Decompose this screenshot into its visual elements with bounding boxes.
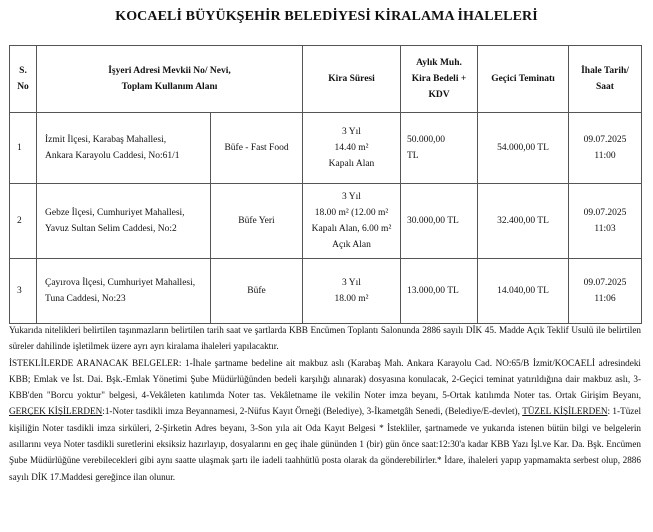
row-rent: 50.000,00 TL xyxy=(401,113,478,184)
header-term: Kira Süresi xyxy=(303,46,401,113)
table-row xyxy=(10,113,642,184)
requirements-heading: İSTEKLİLERDE ARANACAK BELGELER xyxy=(9,357,179,368)
row-number: 2 xyxy=(10,184,37,259)
requirements-paragraph xyxy=(9,355,641,485)
row-rent: 30.000,00 TL xyxy=(401,184,478,259)
row-type: Büfe - Fast Food xyxy=(211,113,303,184)
table-header-row xyxy=(10,46,642,113)
row-deposit: 14.040,00 TL xyxy=(478,259,569,324)
header-deposit: Geçici Teminatı xyxy=(478,46,569,113)
page-title: KOCAELİ BÜYÜKŞEHİR BELEDİYESİ KİRALAMA İHALELERİ xyxy=(115,9,538,24)
row-rent: 13.000,00 TL xyxy=(401,259,478,324)
row-deposit: 32.400,00 TL xyxy=(478,184,569,259)
table-row xyxy=(10,184,642,259)
legal-persons-heading: TÜZEL KİŞİLERDEN xyxy=(522,406,608,417)
row-term: 3 Yıl 14.40 m² Kapalı Alan xyxy=(303,113,401,184)
row-term: 3 Yıl 18.00 m² xyxy=(303,259,401,324)
row-date: 09.07.2025 11:06 xyxy=(569,259,642,324)
table-row xyxy=(10,259,642,324)
header-no: S. No xyxy=(10,46,37,113)
row-date: 09.07.2025 11:03 xyxy=(569,184,642,259)
row-type: Büfe Yeri xyxy=(211,184,303,259)
intro-paragraph: Yukarıda nitelikleri belirtilen taşınmazların belirtilen tarih saat ve şartlarda KBB Encümen Toplantı Salonunda 2886 sayılı DİK 45. Madde Açık Teklif Usulü ile belirtilen süreler dahilinde işletilmek üzere ayrı ayrı kiralama ihaleleri yapılacaktır. xyxy=(9,325,641,352)
row-number: 3 xyxy=(10,259,37,324)
row-deposit: 54.000,00 TL xyxy=(478,113,569,184)
header-address: İşyeri Adresi Mevkii No/ Nevi, Toplam Kullanım Alanı xyxy=(37,46,303,113)
row-date: 09.07.2025 11:00 xyxy=(569,113,642,184)
real-persons-text: :1-Noter tasdikli imza Beyannamesi, 2-Nüfus Kayıt Örneği (Belediye), 3-İkametgâh Senedi, (Belediye/E-devlet), xyxy=(102,406,520,417)
requirements-text: : 1-İhale şartname bedeline ait makbuz aslı (Karabaş Mah. Ankara Karayolu Cad. NO:65/B İzmit/KOCAELİ adresindeki KBB; Emlak ve İst. Dai. Bşk.-Emlak Yönetimi Şube Müdürlüğünden bedeli karşılığı alınarak) dosyasına konulacak, 2-Geçici teminat yatırıldığına dair makbuz aslı, 3-KBB'den "Borcu yoktur" belgesi, 4-Vekâleten katılımda Noter tas. Vekâletname ile vekilin Noter imza beyanı, 5-Ortak katılımda Noter tas. Ortak Girişim Beyanı, xyxy=(9,357,641,401)
row-type: Büfe xyxy=(211,259,303,324)
header-date: İhale Tarih/ Saat xyxy=(569,46,642,113)
tender-table xyxy=(9,45,642,324)
row-term: 3 Yıl 18.00 m² (12.00 m² Kapalı Alan, 6.00 m² Açık Alan xyxy=(303,184,401,259)
header-rent: Aylık Muh. Kira Bedeli + KDV xyxy=(401,46,478,113)
row-number: 1 xyxy=(10,113,37,184)
row-address: İzmit İlçesi, Karabaş Mahallesi, Ankara Karayolu Caddesi, No:61/1 xyxy=(37,113,211,184)
row-address: Çayırova İlçesi, Cumhuriyet Mahallesi, Tuna Caddesi, No:23 xyxy=(37,259,211,324)
row-address: Gebze İlçesi, Cumhuriyet Mahallesi, Yavuz Sultan Selim Caddesi, No:2 xyxy=(37,184,211,259)
announcement-text xyxy=(9,322,641,485)
real-persons-heading: GERÇEK KİŞİLERDEN xyxy=(9,406,103,417)
legal-persons-text: : 1-Tüzel kişiliğin Noter tasdikli imza sirküleri, 2-Şirketin Adres beyanı, 3-Son yıla ait Oda Kayıt Belgesi * İstekliler, şartnamede ve yukarıda istenen bütün bilgi ve belgelerin asıllarını veya Noter tasdikli suretlerini eksiksiz hazırlayıp, dosyalarını en geç ihale gününden 1 (bir) gün önce saat:12:30'a kadar KBB Yazı İşl.ve Kar. Da. Bşk. Encümen Şube Müdürlüğüne verebilecekleri gibi aynı saatte ulaşmak şartı ile iadeli taahhütlü posta olarak da gönderebilirler.* İdare, ihaleleri yapıp yapmamakta serbest olup, 2886 sayılı DİK 17.Maddesi gereğince ilan olunur. xyxy=(9,406,641,482)
